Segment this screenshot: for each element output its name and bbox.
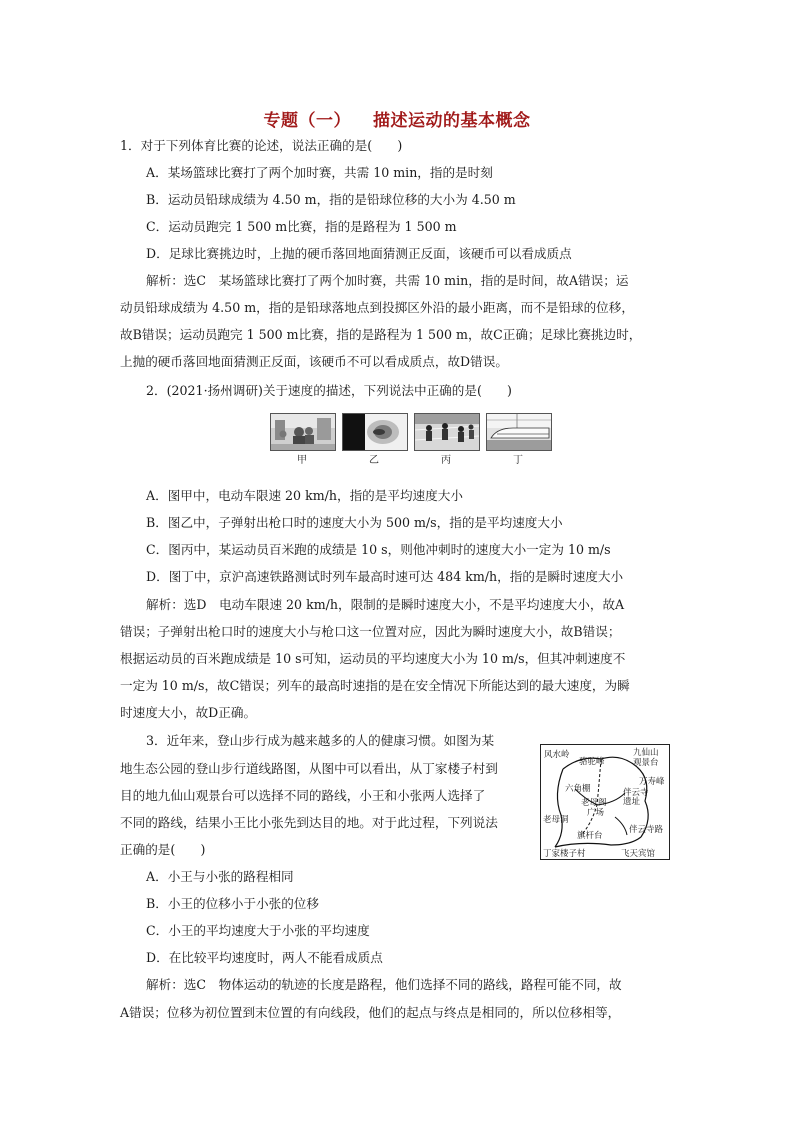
page-title xyxy=(0,106,794,131)
map-label: 飞天宾馆 xyxy=(621,849,656,859)
trail-map xyxy=(540,744,670,860)
caption-ding: 丁 xyxy=(513,455,523,466)
q1-option-b: B．运动员铅球成绩为 4.50 m，指的是铅球位移的大小为 4.50 m xyxy=(146,192,516,207)
q3-stem-line: 不同的路线，结果小王比小张先到达目的地。对于此过程，下列说法 xyxy=(120,815,498,830)
q1-option-c: C．运动员跑完 1 500 m比赛，指的是路程为 1 500 m xyxy=(146,219,457,234)
map-label: 伴云寺遗址 xyxy=(623,788,649,807)
q3-stem-line: 地生态公园的登山步行道线路图，从图中可以看出，从丁家楼子村到 xyxy=(120,761,498,776)
map-label: 老母阁 xyxy=(581,798,607,808)
q3-analysis-line: 解析：选C 物体运动的轨迹的长度是路程，他们选择不同的路线，路程可能不同，故 xyxy=(146,977,622,992)
q3-analysis-line: A错误；位移为初位置到末位置的有向线段，他们的起点与终点是相同的，所以位移相等， xyxy=(120,1005,621,1020)
q3-option-a: A．小王与小张的路程相同 xyxy=(146,869,294,884)
q1-option-d: D．足球比赛挑边时，上抛的硬币落回地面猜测正反面，该硬币可以看成质点 xyxy=(146,246,572,261)
q1-option-a: A．某场篮球比赛打了两个加时赛，共需 10 min，指的是时刻 xyxy=(146,165,493,180)
map-label: 广场 xyxy=(587,808,605,818)
q3-stem-line: 3．近年来，登山步行成为越来越多的人的健康习惯。如图为某 xyxy=(146,733,495,748)
caption-yi: 乙 xyxy=(369,455,379,466)
map-label: 骆驼峰 xyxy=(579,757,605,767)
q3-stem-line: 正确的是( ) xyxy=(120,842,206,857)
q1-analysis-line: 上抛的硬币落回地面猜测正反面，该硬币不可以看成质点，故D错误。 xyxy=(120,354,508,369)
q2-analysis-line: 时速度大小，故D正确。 xyxy=(120,705,257,720)
map-label: 老母洞 xyxy=(543,815,569,825)
q2-analysis-line: 一定为 10 m/s，故C错误；列车的最高时速指的是在安全情况下所能达到的最大速度，为瞬 xyxy=(120,678,630,693)
caption-bing: 丙 xyxy=(441,455,451,466)
q2-option-a: A．图甲中，电动车限速 20 km/h，指的是平均速度大小 xyxy=(146,488,463,503)
q2-stem: 2．(2021·扬州调研)关于速度的描述，下列说法中正确的是( ) xyxy=(146,383,512,398)
map-label: 九仙山 xyxy=(633,748,659,758)
q2-option-b: B．图乙中，子弹射出枪口时的速度大小为 500 m/s，指的是平均速度大小 xyxy=(146,515,563,530)
title-part1: 专题（一） xyxy=(263,111,351,131)
q3-stem-line: 目的地九仙山观景台可以选择不同的路线，小王和小张两人选择了 xyxy=(120,788,486,803)
q2-option-c: C．图丙中，某运动员百米跑的成绩是 10 s，则他冲刺时的速度大小一定为 10 m/s xyxy=(146,542,611,557)
caption-jia: 甲 xyxy=(297,455,307,466)
q2-analysis-line: 根据运动员的百米跑成绩是 10 s可知，运动员的平均速度大小为 10 m/s，但其冲刺速度不 xyxy=(120,651,626,666)
map-label: 丁家楼子村 xyxy=(543,849,586,859)
map-label: 观景台 xyxy=(633,758,659,768)
title-part2: 描述运动的基本概念 xyxy=(373,111,531,131)
map-label: 六角棚 xyxy=(565,784,591,794)
map-label: 旗杆台 xyxy=(577,831,603,841)
photo-scooter-image xyxy=(270,413,336,451)
photo-sprinters-image xyxy=(414,413,480,451)
q3-option-b: B．小王的位移小于小张的位移 xyxy=(146,896,319,911)
q1-analysis-line: 故B错误；运动员跑完 1 500 m比赛，指的是路程为 1 500 m，故C正确；足球比赛挑边时， xyxy=(120,327,642,342)
map-label: 风水岭 xyxy=(544,750,570,760)
q2-analysis-line: 解析：选D 电动车限速 20 km/h，限制的是瞬时速度大小，不是平均速度大小，故A xyxy=(146,597,625,612)
q3-option-c: C．小王的平均速度大于小张的平均速度 xyxy=(146,923,370,938)
q1-stem: 1．对于下列体育比赛的论述，说法正确的是( ) xyxy=(120,138,403,153)
q1-analysis-line: 解析：选C 某场篮球比赛打了两个加时赛，共需 10 min，指的是时间，故A错误；运 xyxy=(146,273,629,288)
map-label: 伴云寺路 xyxy=(629,825,664,835)
q1-analysis-line: 动员铅球成绩为 4.50 m，指的是铅球落地点到投掷区外沿的最小距离，而不是铅球的位移， xyxy=(120,300,634,315)
q2-option-d: D．图丁中，京沪高速铁路测试时列车最高时速可达 484 km/h，指的是瞬时速度大小 xyxy=(146,569,624,584)
q2-figure-strip xyxy=(270,413,550,466)
map-label: 万寿峰 xyxy=(639,777,665,787)
q2-analysis-line: 错误；子弹射出枪口时的速度大小与枪口这一位置对应，因此为瞬时速度大小，故B错误； xyxy=(120,624,621,639)
photo-train-image xyxy=(486,413,552,451)
q3-option-d: D．在比较平均速度时，两人不能看成质点 xyxy=(146,950,383,965)
photo-bullet-image xyxy=(342,413,408,451)
